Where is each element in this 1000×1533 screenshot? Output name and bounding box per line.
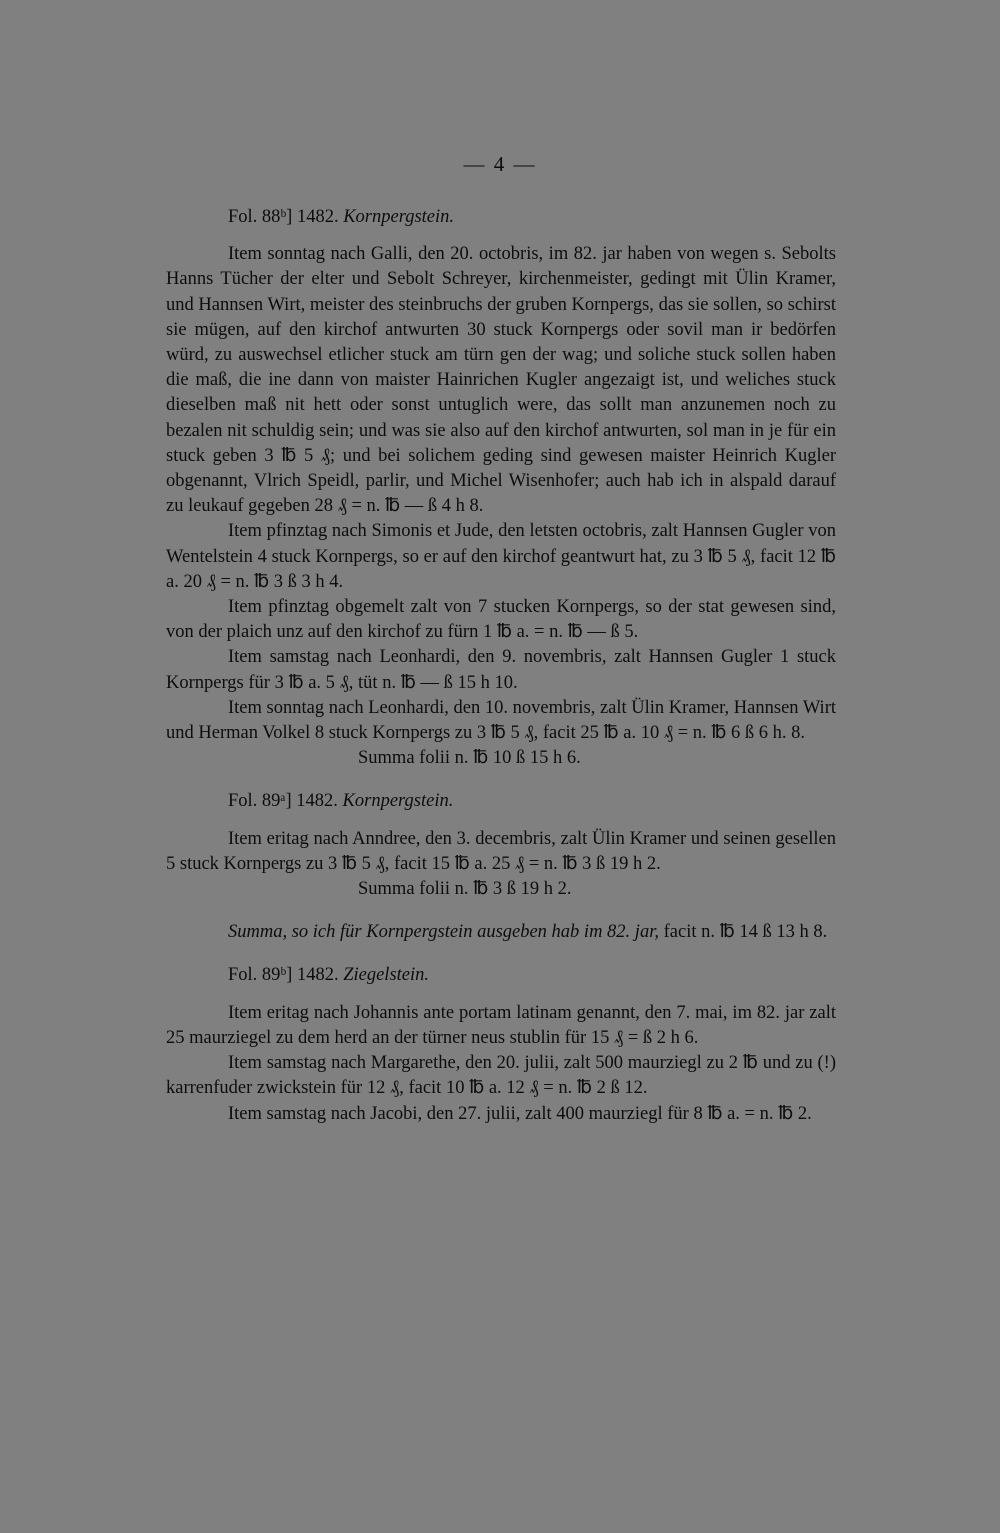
folio-ref: Fol. 88ᵇ] 1482. [228,207,339,227]
entry: Item eritag nach Anndree, den 3. decembris, zalt Ülin Kramer und seinen gesellen 5 stuck Kornpergs zu 3 ℔ 5 ₰, facit 15 ℔ a. 25 ₰ = n. ℔ 3 ß 19 h 2. [166,828,836,874]
entry: Item samstag nach Margarethe, den 20. julii, zalt 500 maurziegl zu 2 ℔ und zu (!) karrenfuder zwickstein für 12 ₰, facit 10 ℔ a. 12 ₰ = n. ℔ 2 ß 12. [166,1053,836,1099]
section-heading [228,963,836,988]
section-title: Kornpergstein. [343,207,455,227]
entry: Item samstag nach Jacobi, den 27. julii, zalt 400 maurziegl für 8 ℔ a. = n. ℔ 2. [228,1103,812,1124]
grand-total-value: facit n. ℔ 14 ß 13 h 8. [663,922,828,943]
entry: Item samstag nach Leonhardi, den 9. novembris, zalt Hannsen Gugler 1 stuck Kornpergs für 3 ℔ a. 5 ₰, tüt n. ℔ — ß 15 h 10. [166,647,836,693]
page-number: — 4 — [463,152,537,176]
entry: Item pfinztag nach Simonis et Jude, den letsten octobris, zalt Hannsen Gugler von Wentelstein 4 stuck Kornpergs, so er auf den kirchof geantwurt hat, zu 3 ℔ 5 ₰, facit 12 ℔ a. 20 ₰ = n. ℔ 3 ß 3 h 4. [166,521,836,592]
section-title: Ziegelstein. [343,965,430,986]
folio-ref: Fol. 89ᵃ] 1482. [228,791,338,812]
document-body [166,205,836,1127]
entry: Item eritag nach Johannis ante portam latinam genannt, den 7. mai, im 82. jar zalt 25 maurziegel zu dem herd an der türner neus stublin für 15 ₰ = ß 2 h 6. [166,1002,836,1048]
section-title: Kornpergstein. [342,791,454,812]
entry: Item sonntag nach Leonhardi, den 10. novembris, zalt Ülin Kramer, Hannsen Wirt und Herman Volkel 8 stuck Kornpergs zu 3 ℔ 5 ₰, facit 25 ℔ a. 10 ₰ = n. ℔ 6 ß 6 h. 8. [166,697,836,744]
summa-folii: Summa folii n. ℔ 3 ß 19 h 2. [358,879,572,900]
grand-total-label: Summa, so ich für Kornpergstein ausgeben hab im 82. jar, [228,922,659,943]
folio-ref: Fol. 89ᵇ] 1482. [228,965,339,986]
section-heading [228,789,836,814]
entry: Item pfinztag obgemelt zalt von 7 stucken Kornpergs, so der stat gewesen sind, von der plaich unz auf den kirchof zu fürn 1 ℔ a. = n. ℔ — ß 5. [166,597,836,643]
section-heading [228,205,836,230]
entry: Item sonntag nach Galli, den 20. octobris, im 82. jar haben von wegen s. Sebolts Hanns Tücher der elter und Sebolt Schreyer, kirchenmeister, gedingt mit Ülin Kramer, und Hannsen Wirt, meister des steinbruchs der gruben Kornpergs, das sie sollen, so schirst sie mügen, auf den kirchof antwurten 30 stuck Kornpergs oder sovil man ir bedörfen würd, zu auswechsel etlicher stuck am türn gen der wag; und soliche stuck sollen haben die maß, die ine dann von maister Hainrichen Kugler angezaigt ist, und weliches stuck dieselben maß nit hett oder sonst untuglich were, das sollt man anzunemen noch zu bezalen nit schuldig sein; und was sie also auf den kirchof antwurten, sol man in je für ein stuck geben 3 ℔ 5 ₰; und bei solichem geding sind gewesen maister Heinrich Kugler obgenannt, Vlrich Speidl, parlir, und Michel Wisenhofer; auch hab ich in alspald darauf zu leukauf gegeben 28 ₰ = n. ℔ — ß 4 h 8. [166,244,836,517]
grand-total [166,920,836,945]
summa-folii: Summa folii n. ℔ 10 ß 15 h 6. [358,748,581,769]
